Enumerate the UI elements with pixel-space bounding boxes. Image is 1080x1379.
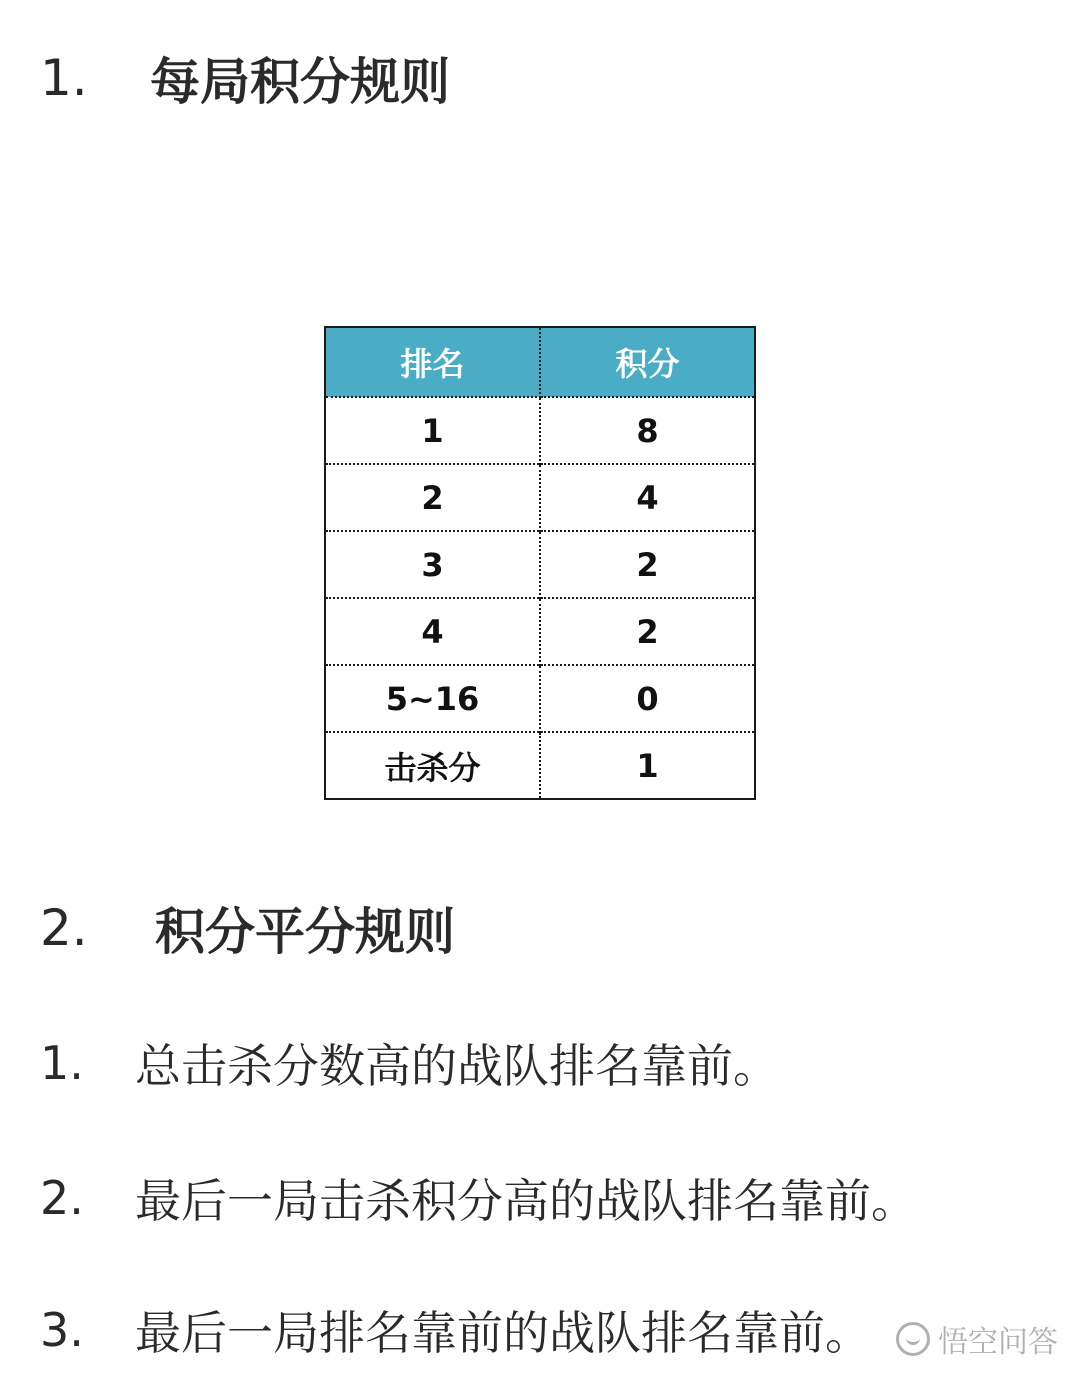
section-title: 每局积分规则 (150, 53, 450, 111)
score-table (324, 326, 756, 800)
list-number: 2. (40, 1171, 84, 1225)
points-cell: 2 (540, 531, 754, 598)
section-heading-scoring (40, 42, 450, 114)
section-title: 积分平分规则 (155, 903, 455, 961)
table-header-row (326, 328, 754, 397)
list-text: 总击杀分数高的战队排名靠前。 (135, 1039, 779, 1093)
rank-cell: 2 (326, 464, 540, 531)
list-number: 3. (40, 1303, 84, 1357)
table-row (326, 732, 754, 798)
column-header-points: 积分 (540, 328, 754, 397)
table-row (326, 397, 754, 464)
rank-cell: 1 (326, 397, 540, 464)
watermark (896, 1317, 1058, 1361)
list-item (40, 1165, 917, 1231)
list-number: 1. (40, 1036, 84, 1090)
column-header-rank: 排名 (326, 328, 540, 397)
logo-icon (896, 1322, 930, 1356)
rank-cell: 3 (326, 531, 540, 598)
list-item (40, 1030, 779, 1096)
table-row (326, 464, 754, 531)
table-row (326, 531, 754, 598)
table-row (326, 598, 754, 665)
table-row (326, 665, 754, 732)
points-cell: 2 (540, 598, 754, 665)
rank-cell: 击杀分 (326, 732, 540, 798)
points-cell: 4 (540, 464, 754, 531)
section-number: 2. (40, 899, 88, 957)
rank-cell: 4 (326, 598, 540, 665)
points-cell: 8 (636, 411, 659, 450)
list-item (40, 1297, 871, 1363)
list-text: 最后一局排名靠前的战队排名靠前。 (135, 1306, 871, 1360)
rank-cell: 5~16 (326, 665, 540, 732)
watermark-text: 悟空问答 (938, 1325, 1058, 1360)
section-number: 1. (40, 49, 88, 107)
section-heading-tiebreak (40, 892, 455, 964)
points-cell: 0 (540, 665, 754, 732)
points-cell: 1 (540, 732, 754, 798)
list-text: 最后一局击杀积分高的战队排名靠前。 (135, 1174, 917, 1228)
